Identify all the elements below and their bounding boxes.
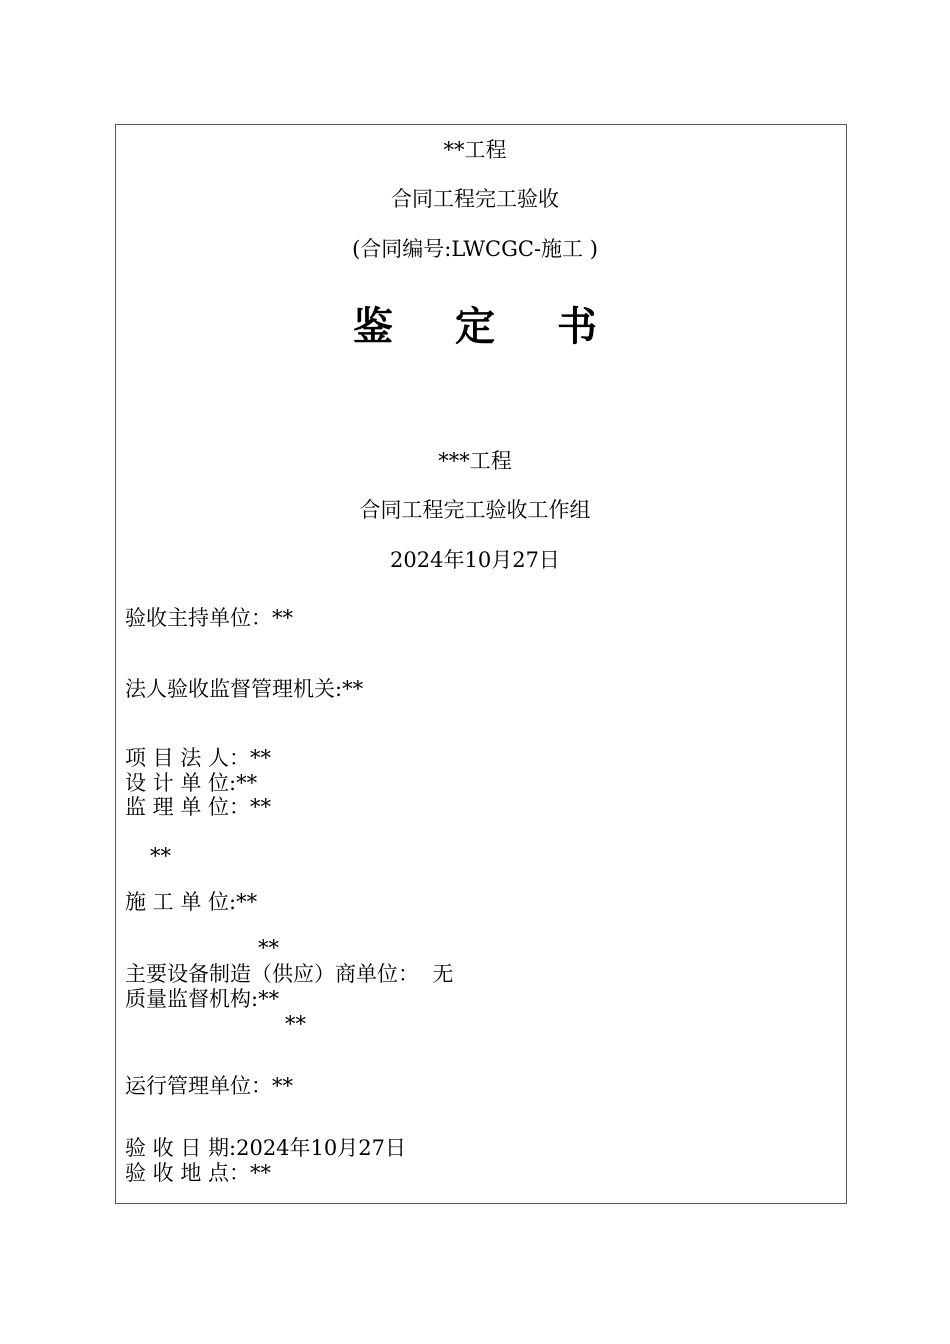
quality-extra: ** — [285, 1012, 306, 1036]
document-title: 鉴定书 — [353, 303, 659, 350]
acceptance-place: 验 收 地 点：** — [125, 1161, 272, 1185]
design-unit: 设 计 单 位:** — [125, 771, 258, 795]
project-owner: 项 目 法 人：** — [125, 746, 272, 770]
issuer-group: 合同工程完工验收工作组 — [359, 498, 591, 522]
document-subtitle: 合同工程完工验收 — [391, 187, 559, 211]
supervision-authority: 法人验收监督管理机关:** — [125, 677, 364, 701]
issuer-project: ***工程 — [438, 449, 512, 473]
construction-unit: 施 工 单 位:** — [125, 890, 258, 914]
issuer-date: 2024年10月27日 — [390, 548, 560, 572]
quality-supervision: 质量监督机构:** — [125, 987, 280, 1011]
host-unit: 验收主持单位：** — [125, 606, 293, 630]
equipment-supplier: 主要设备制造（供应）商单位： 无 — [125, 962, 454, 986]
project-name: **工程 — [443, 138, 507, 162]
supervisor-unit: 监 理 单 位：** — [125, 795, 272, 819]
acceptance-date: 验 收 日 期:2024年10月27日 — [125, 1136, 406, 1160]
contract-number: (合同编号:LWCGC-施工 ) — [352, 237, 598, 261]
document-border — [115, 124, 847, 1204]
supervisor-extra: ** — [150, 844, 171, 868]
construction-extra: ** — [258, 936, 279, 960]
operation-unit: 运行管理单位：** — [125, 1074, 293, 1098]
